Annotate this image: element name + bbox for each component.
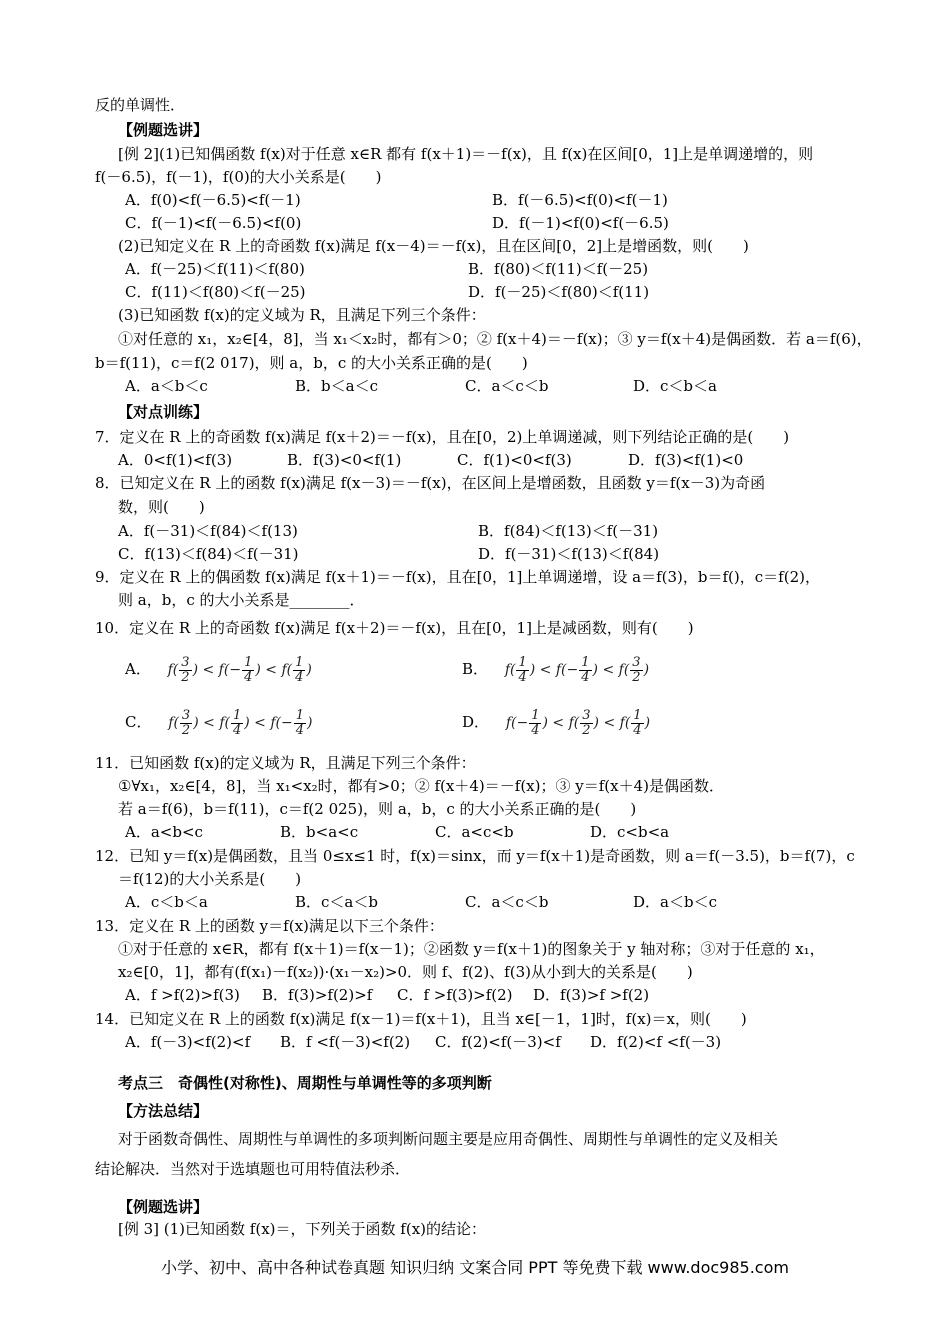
option-b: B．f(3)>f(2)>f	[262, 986, 373, 1004]
option-b	[462, 652, 649, 687]
topic-heading: 考点三 奇偶性(对称性)、周期性与单调性等的多项判断	[118, 1074, 492, 1092]
text-line: b＝f(11)，c＝f(2 017)，则 a，b，c 的大小关系正确的是( )	[95, 354, 528, 372]
option-a: A．a<b<c	[125, 823, 203, 841]
option-b: B．f(3)<0<f(1)	[287, 451, 402, 469]
section-heading: 【对点训练】	[118, 403, 209, 421]
option-letter: C．	[125, 713, 152, 731]
question-8: 8．已知定义在 R 上的函数 f(x)满足 f(x－3)＝－f(x)，在区间上是增函数，且函数 y＝f(x－3)为奇函	[95, 474, 766, 492]
question-11: 11．已知函数 f(x)的定义域为 R，且满足下列三个条件：	[95, 754, 476, 772]
option-a: A．f >f(2)>f(3)	[125, 986, 240, 1004]
option-c: C．f(11)＜f(80)＜f(－25)	[125, 283, 306, 301]
text-line: (2)已知定义在 R 上的奇函数 f(x)满足 f(x－4)＝－f(x)，且在区间[0，2]上是增函数，则( )	[118, 237, 749, 255]
question-7: 7．定义在 R 上的奇函数 f(x)满足 f(x＋2)＝－f(x)，且在[0，2)上单调递减，则下列结论正确的是( )	[95, 428, 790, 446]
option-d: D．f(－25)＜f(80)＜f(11)	[468, 283, 650, 301]
option-d	[462, 705, 650, 740]
option-d: D．f(－31)＜f(13)＜f(84)	[478, 545, 660, 563]
option-c: C．f(13)＜f(84)＜f(－31)	[118, 545, 299, 563]
option-d: D．a＜b＜c	[633, 893, 717, 911]
text-line: ①对任意的 x₁，x₂∈[4，8]，当 x₁＜x₂时，都有＞0；② f(x＋4)＝－f(x)；③ y＝f(x＋4)是偶函数．若 a＝f(6)，	[118, 330, 872, 348]
option-b: B．c＜a＜b	[295, 893, 378, 911]
text-line: 若 a＝f(6)，b＝f(11)，c＝f(2 025)，则 a，b，c 的大小关系正确的是( )	[118, 800, 637, 818]
option-letter: B．	[462, 660, 489, 678]
option-c: C．a＜c＜b	[465, 893, 549, 911]
option-b: B．f(84)＜f(13)＜f(－31)	[478, 522, 659, 540]
option-letter: D．	[462, 713, 490, 731]
section-heading: 【例题选讲】	[118, 121, 209, 139]
option-d: D．f(2)<f <f(－3)	[590, 1033, 722, 1051]
option-b: B．b＜a＜c	[295, 377, 378, 395]
text-line: f(－6.5)，f(－1)，f(0)的大小关系是( )	[95, 168, 382, 186]
text-line: 对于函数奇偶性、周期性与单调性的多项判断问题主要是应用奇偶性、周期性与单调性的定义及相关	[118, 1130, 779, 1148]
option-c: C．a＜c＜b	[465, 377, 549, 395]
text-line: 反的单调性．	[95, 96, 186, 114]
page-footer: 小学、初中、高中各种试卷真题 知识归纳 文案合同 PPT 等免费下载 www.doc985.com	[161, 1258, 789, 1277]
option-b: B．f(－6.5)<f(0)<f(－1)	[492, 191, 668, 209]
text-line: ＝f(12)的大小关系是( )	[118, 870, 302, 888]
option-a: A．f(－31)＜f(84)＜f(13)	[118, 522, 298, 540]
option-d: D．f(3)>f >f(2)	[533, 986, 650, 1004]
question-14: 14．已知定义在 R 上的函数 f(x)满足 f(x－1)＝f(x＋1)，且当 x∈[－1，1]时，f(x)＝x，则( )	[95, 1010, 747, 1028]
text-line: 数，则( )	[118, 498, 205, 516]
text-line: 则 a，b，c 的大小关系是________．	[118, 591, 365, 609]
option-b: B．b<a<c	[280, 823, 359, 841]
math-expression: f( $\frac{1}{4}$ ) < f(− $\frac{1}{4}$ ) < f( $\frac{3}{2}$ )	[504, 654, 650, 685]
option-c: C．f(1)<0<f(3)	[457, 451, 572, 469]
section-heading: 【方法总结】	[118, 1102, 209, 1120]
option-d: D．f(3)<f(1)<0	[628, 451, 744, 469]
option-c: C．f >f(3)>f(2)	[397, 986, 513, 1004]
option-a: A．f(0)<f(－6.5)<f(－1)	[125, 191, 301, 209]
section-heading: 【例题选讲】	[118, 1198, 209, 1216]
text-line: ①对于任意的 x∈R，都有 f(x＋1)＝f(x－1)；②函数 y＝f(x＋1)的图象关于 y 轴对称；③对于任意的 x₁，	[118, 940, 825, 958]
option-a: A．f(－3)<f(2)<f	[125, 1033, 251, 1051]
math-expression: f( $\frac{3}{2}$ ) < f( $\frac{1}{4}$ ) < f(− $\frac{1}{4}$ )	[168, 707, 313, 738]
option-c: C．f(－1)<f(－6.5)<f(0)	[125, 214, 302, 232]
text-line: (3)已知函数 f(x)的定义域为 R，且满足下列三个条件：	[118, 306, 486, 324]
option-a: A．0<f(1)<f(3)	[118, 451, 233, 469]
option-c: C．a<c<b	[435, 823, 514, 841]
option-a: A．a＜b＜c	[125, 377, 208, 395]
option-d: D．f(－1)<f(0)<f(－6.5)	[492, 214, 669, 232]
math-expression: f(− $\frac{1}{4}$ ) < f( $\frac{3}{2}$ ) < f( $\frac{1}{4}$ )	[505, 707, 651, 738]
example-3-line: [例 3] (1)已知函数 f(x)＝，下列关于函数 f(x)的结论：	[118, 1220, 486, 1238]
option-d: D．c<b<a	[590, 823, 670, 841]
option-c	[125, 705, 313, 740]
example-2-line: [例 2](1)已知偶函数 f(x)对于任意 x∈R 都有 f(x＋1)＝－f(x)，且 f(x)在区间[0，1]上是单调递增的，则	[118, 145, 814, 163]
text-line: 结论解决．当然对于选填题也可用特值法秒杀．	[95, 1160, 411, 1178]
option-a: A．c＜b＜a	[125, 893, 208, 911]
option-letter: A．	[125, 660, 151, 678]
question-13: 13．定义在 R 上的函数 y＝f(x)满足以下三个条件：	[95, 917, 444, 935]
option-a	[125, 652, 312, 687]
text-line: x₂∈[0，1]，都有(f(x₁)－f(x₂))·(x₁－x₂)>0．则 f、f(2)、f(3)从小到大的关系是( )	[118, 963, 693, 981]
option-c: C．f(2)<f(－3)<f	[435, 1033, 561, 1051]
option-d: D．c＜b＜a	[633, 377, 717, 395]
option-a: A．f(－25)＜f(11)＜f(80)	[125, 260, 305, 278]
text-line: ①∀x₁，x₂∈[4，8]，当 x₁<x₂时，都有>0；② f(x＋4)＝－f(x)；③ y＝f(x＋4)是偶函数．	[118, 777, 724, 795]
question-12: 12．已知 y＝f(x)是偶函数，且当 0≤x≤1 时，f(x)＝sinx，而 y＝f(x＋1)是奇函数，则 a＝f(－3.5)，b＝f(7)，c	[95, 847, 855, 865]
math-expression: f( $\frac{3}{2}$ ) < f(− $\frac{1}{4}$ ) < f( $\frac{1}{4}$ )	[167, 654, 312, 685]
question-9: 9．定义在 R 上的偶函数 f(x)满足 f(x＋1)＝－f(x)，且在[0，1]上单调递增，设 a＝f(3)，b＝f()，c＝f(2)，	[95, 568, 820, 586]
option-b: B．f(80)＜f(11)＜f(－25)	[468, 260, 649, 278]
question-10: 10．定义在 R 上的奇函数 f(x)满足 f(x＋2)＝－f(x)，且在[0，1]上是减函数，则有( )	[95, 619, 694, 637]
option-b: B．f <f(－3)<f(2)	[280, 1033, 411, 1051]
